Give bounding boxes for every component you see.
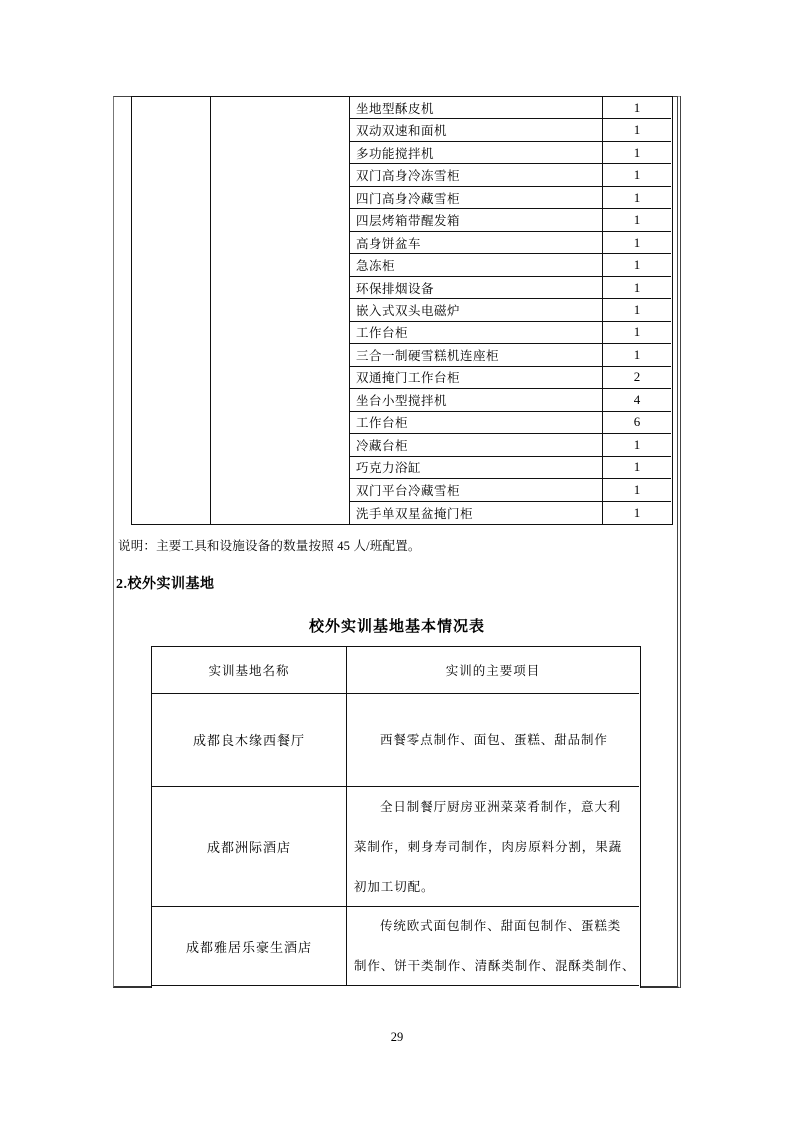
project-line: 制作、饼干类制作、清酥类制作、混酥类制作、	[354, 959, 636, 973]
equipment-name-cell: 工作台柜	[349, 412, 602, 434]
equipment-name-cell: 嵌入式双头电磁炉	[349, 299, 602, 321]
equipment-qty-cell: 6	[602, 412, 671, 434]
equipment-name-cell: 四层烤箱带醒发箱	[349, 209, 602, 231]
base-table	[151, 646, 641, 988]
base-project-cell	[346, 907, 639, 986]
equipment-qty-cell: 1	[602, 142, 671, 164]
equipment-name-cell: 双门高身冷冻雪柜	[349, 164, 602, 186]
equipment-name-cell: 工作台柜	[349, 322, 602, 344]
equipment-qty-cell: 1	[602, 344, 671, 366]
equipment-qty-cell: 1	[602, 187, 671, 209]
equipment-name-cell: 急冻柜	[349, 254, 602, 276]
equipment-name-cell: 高身饼盆车	[349, 232, 602, 254]
equipment-qty-cell: 1	[602, 164, 671, 186]
equipment-qty-cell: 1	[602, 299, 671, 321]
project-line: 西餐零点制作、面包、蛋糕、甜品制作	[380, 732, 608, 747]
equipment-qty-cell: 1	[602, 119, 671, 141]
equipment-name-cell: 坐地型酥皮机	[349, 97, 602, 119]
equipment-qty-cell: 4	[602, 389, 671, 411]
equipment-qty-cell: 1	[602, 209, 671, 231]
equipment-qty-cell: 1	[602, 502, 671, 524]
section-heading: 2.校外实训基地	[116, 577, 215, 592]
equipment-name-cell: 双通掩门工作台柜	[349, 367, 602, 389]
base-table-header-name: 实训基地名称	[152, 647, 346, 694]
page-number: 29	[390, 1030, 404, 1044]
equipment-table	[131, 96, 673, 525]
equipment-qty-cell: 1	[602, 232, 671, 254]
equipment-name-cell: 四门高身冷藏雪柜	[349, 187, 602, 209]
equipment-name-cell: 环保排烟设备	[349, 277, 602, 299]
equipment-name-cell: 多功能搅拌机	[349, 142, 602, 164]
equipment-name-cell: 三合一制硬雪糕机连座柜	[349, 344, 602, 366]
project-line: 传统欧式面包制作、甜面包制作、蛋糕类	[380, 919, 622, 933]
project-line: 菜制作，刺身寿司制作，肉房原料分割，果蔬	[354, 839, 623, 854]
base-table-header-projects: 实训的主要项目	[346, 647, 639, 694]
equipment-qty-cell: 1	[602, 97, 671, 119]
equipment-qty-cell: 1	[602, 322, 671, 344]
equipment-name-cell: 洗手单双星盆掩门柜	[349, 502, 602, 524]
equipment-name-cell: 坐台小型搅拌机	[349, 389, 602, 411]
project-line: 全日制餐厅厨房亚洲菜菜肴制作，意大利	[380, 799, 622, 814]
equipment-name-cell: 双动双速和面机	[349, 119, 602, 141]
equipment-subcategory-cell-empty	[210, 97, 349, 524]
equipment-name-cell: 巧克力浴缸	[349, 457, 602, 479]
equipment-name-cell: 双门平台冷藏雪柜	[349, 479, 602, 501]
base-name-cell: 成都洲际酒店	[152, 787, 346, 907]
note-text: 说明：主要工具和设施设备的数量按照 45 人/班配置。	[118, 539, 421, 553]
table-title: 校外实训基地基本情况表	[308, 619, 485, 635]
equipment-qty-cell: 1	[602, 254, 671, 276]
base-name-cell: 成都雅居乐豪生酒店	[152, 907, 346, 986]
project-line: 初加工切配。	[354, 879, 435, 894]
base-project-cell	[346, 694, 639, 788]
equipment-category-cell-empty	[132, 97, 210, 524]
equipment-qty-cell: 1	[602, 434, 671, 456]
base-name-cell: 成都良木缘西餐厅	[152, 694, 346, 788]
equipment-name-cell: 冷藏台柜	[349, 434, 602, 456]
equipment-qty-cell: 2	[602, 367, 671, 389]
base-project-cell	[346, 787, 639, 907]
equipment-qty-cell: 1	[602, 277, 671, 299]
equipment-qty-cell: 1	[602, 479, 671, 501]
equipment-qty-cell: 1	[602, 457, 671, 479]
